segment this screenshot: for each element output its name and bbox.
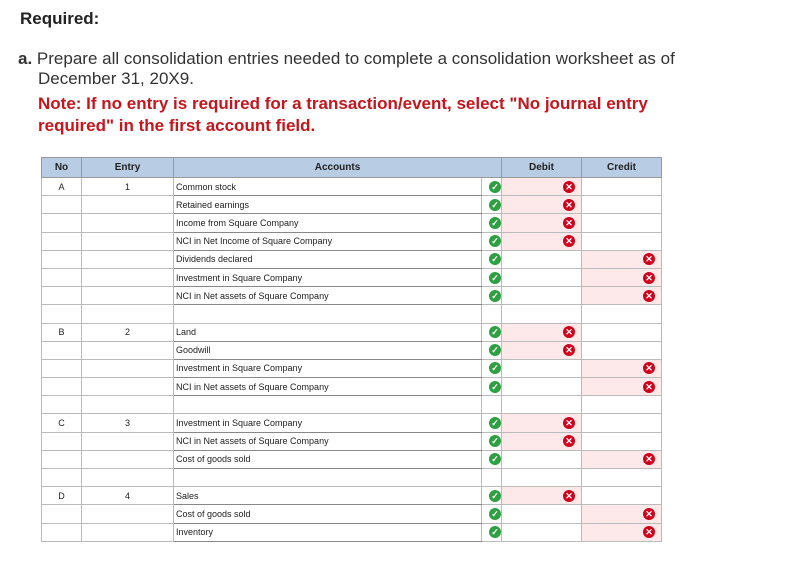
account-status (482, 268, 502, 286)
account-status (482, 323, 502, 341)
credit-input[interactable] (582, 432, 662, 450)
debit-input[interactable] (502, 432, 582, 450)
x-circle-icon: ✕ (563, 217, 575, 229)
table-row (42, 523, 662, 541)
account-status (482, 396, 502, 414)
account-select[interactable] (174, 469, 482, 487)
cell-entry (82, 432, 174, 450)
credit-input[interactable] (582, 523, 662, 541)
account-status (482, 523, 502, 541)
account-select[interactable] (174, 396, 482, 414)
check-circle-icon: ✓ (489, 290, 501, 302)
cell-no: B (42, 323, 82, 341)
credit-input[interactable] (582, 178, 662, 196)
cell-entry: 4 (82, 487, 174, 505)
check-circle-icon: ✓ (489, 362, 501, 374)
cell-entry (82, 214, 174, 232)
x-circle-icon: ✕ (643, 290, 655, 302)
note-text (38, 93, 758, 137)
cell-entry (82, 305, 174, 323)
question-text (18, 49, 778, 89)
cell-no (42, 469, 82, 487)
x-circle-icon: ✕ (643, 526, 655, 538)
account-select[interactable]: Sales (174, 487, 482, 505)
credit-input[interactable] (582, 250, 662, 268)
header-accounts: Accounts (174, 158, 502, 178)
debit-input[interactable] (502, 523, 582, 541)
credit-input[interactable] (582, 505, 662, 523)
table-row (42, 250, 662, 268)
credit-input[interactable] (582, 469, 662, 487)
credit-input[interactable] (582, 359, 662, 377)
table-row (42, 305, 662, 323)
account-status (482, 341, 502, 359)
credit-input[interactable] (582, 287, 662, 305)
cell-no (42, 450, 82, 468)
debit-input[interactable] (502, 341, 582, 359)
account-status (482, 287, 502, 305)
account-select[interactable]: NCI in Net Income of Square Company (174, 232, 482, 250)
credit-input[interactable] (582, 305, 662, 323)
check-circle-icon: ✓ (489, 526, 501, 538)
credit-input[interactable] (582, 214, 662, 232)
x-circle-icon: ✕ (563, 199, 575, 211)
journal-entry-table (41, 157, 662, 542)
check-circle-icon: ✓ (489, 272, 501, 284)
account-select[interactable]: Income from Square Company (174, 214, 482, 232)
x-circle-icon: ✕ (563, 326, 575, 338)
account-status (482, 359, 502, 377)
table-row (42, 432, 662, 450)
cell-no (42, 523, 82, 541)
account-status (482, 305, 502, 323)
table-row (42, 214, 662, 232)
account-status (482, 214, 502, 232)
account-select[interactable]: Investment in Square Company (174, 359, 482, 377)
header-entry: Entry (82, 158, 174, 178)
account-select[interactable]: Investment in Square Company (174, 268, 482, 286)
question-line2: December 31, 20X9. (38, 69, 194, 88)
debit-input[interactable] (502, 450, 582, 468)
table-header-row (42, 158, 662, 178)
credit-input[interactable] (582, 323, 662, 341)
cell-entry: 3 (82, 414, 174, 432)
debit-input[interactable] (502, 250, 582, 268)
table-row (42, 359, 662, 377)
cell-entry (82, 341, 174, 359)
header-no: No (42, 158, 82, 178)
cell-no (42, 432, 82, 450)
header-debit: Debit (502, 158, 582, 178)
table-row (42, 396, 662, 414)
cell-entry: 1 (82, 178, 174, 196)
credit-input[interactable] (582, 196, 662, 214)
debit-input[interactable] (502, 487, 582, 505)
x-circle-icon: ✕ (563, 344, 575, 356)
check-circle-icon: ✓ (489, 181, 501, 193)
check-circle-icon: ✓ (489, 417, 501, 429)
account-select[interactable]: Retained earnings (174, 196, 482, 214)
credit-input[interactable] (582, 268, 662, 286)
check-circle-icon: ✓ (489, 490, 501, 502)
account-status (482, 250, 502, 268)
credit-input[interactable] (582, 378, 662, 396)
account-status (482, 414, 502, 432)
account-status (482, 196, 502, 214)
debit-input[interactable] (502, 469, 582, 487)
debit-input[interactable] (502, 196, 582, 214)
table-row (42, 378, 662, 396)
x-circle-icon: ✕ (643, 272, 655, 284)
account-select[interactable]: NCI in Net assets of Square Company (174, 432, 482, 450)
debit-input[interactable] (502, 305, 582, 323)
debit-input[interactable] (502, 232, 582, 250)
check-circle-icon: ✓ (489, 381, 501, 393)
cell-no: D (42, 487, 82, 505)
note-line1: Note: If no entry is required for a transaction/event, select "No journal entry (38, 94, 648, 113)
account-select[interactable]: Cost of goods sold (174, 505, 482, 523)
account-select[interactable]: Investment in Square Company (174, 414, 482, 432)
cell-entry (82, 505, 174, 523)
check-circle-icon: ✓ (489, 235, 501, 247)
cell-entry: 2 (82, 323, 174, 341)
table-row (42, 196, 662, 214)
cell-no (42, 287, 82, 305)
cell-entry (82, 523, 174, 541)
x-circle-icon: ✕ (563, 417, 575, 429)
cell-entry (82, 378, 174, 396)
account-select[interactable]: Common stock (174, 178, 482, 196)
account-select[interactable]: Inventory (174, 523, 482, 541)
cell-entry (82, 196, 174, 214)
x-circle-icon: ✕ (643, 362, 655, 374)
debit-input[interactable] (502, 359, 582, 377)
account-select[interactable]: NCI in Net assets of Square Company (174, 287, 482, 305)
account-status (482, 178, 502, 196)
cell-no (42, 232, 82, 250)
credit-input[interactable] (582, 487, 662, 505)
cell-no (42, 196, 82, 214)
cell-no: C (42, 414, 82, 432)
header-credit: Credit (582, 158, 662, 178)
cell-no: A (42, 178, 82, 196)
table-row (42, 232, 662, 250)
credit-input[interactable] (582, 396, 662, 414)
account-status (482, 232, 502, 250)
cell-no (42, 505, 82, 523)
account-select[interactable]: Land (174, 323, 482, 341)
x-circle-icon: ✕ (563, 235, 575, 247)
debit-input[interactable] (502, 378, 582, 396)
cell-no (42, 341, 82, 359)
cell-no (42, 305, 82, 323)
note-line2: required" in the first account field. (38, 116, 316, 135)
check-circle-icon: ✓ (489, 508, 501, 520)
check-circle-icon: ✓ (489, 435, 501, 447)
question-letter: a. (18, 49, 33, 68)
table-row (42, 414, 662, 432)
cell-entry (82, 469, 174, 487)
table-row (42, 487, 662, 505)
cell-entry (82, 250, 174, 268)
cell-entry (82, 232, 174, 250)
x-circle-icon: ✕ (563, 490, 575, 502)
account-status (482, 378, 502, 396)
account-status (482, 450, 502, 468)
account-status (482, 505, 502, 523)
debit-input[interactable] (502, 268, 582, 286)
account-select[interactable]: Dividends declared (174, 250, 482, 268)
table-row (42, 341, 662, 359)
cell-no (42, 396, 82, 414)
x-circle-icon: ✕ (643, 508, 655, 520)
debit-input[interactable] (502, 505, 582, 523)
check-circle-icon: ✓ (489, 217, 501, 229)
x-circle-icon: ✕ (643, 453, 655, 465)
x-circle-icon: ✕ (563, 181, 575, 193)
table-row (42, 505, 662, 523)
cell-entry (82, 268, 174, 286)
cell-no (42, 378, 82, 396)
cell-no (42, 268, 82, 286)
debit-input[interactable] (502, 414, 582, 432)
account-status (482, 487, 502, 505)
cell-no (42, 250, 82, 268)
account-status (482, 432, 502, 450)
cell-entry (82, 396, 174, 414)
debit-input[interactable] (502, 396, 582, 414)
table-row (42, 450, 662, 468)
credit-input[interactable] (582, 341, 662, 359)
x-circle-icon: ✕ (643, 381, 655, 393)
account-select[interactable]: Cost of goods sold (174, 450, 482, 468)
cell-entry (82, 287, 174, 305)
table-row (42, 287, 662, 305)
credit-input[interactable] (582, 232, 662, 250)
debit-input[interactable] (502, 178, 582, 196)
table-row (42, 178, 662, 196)
question-line1: Prepare all consolidation entries needed to complete a consolidation worksheet as of (36, 49, 675, 68)
cell-no (42, 359, 82, 377)
cell-entry (82, 450, 174, 468)
table-row (42, 268, 662, 286)
account-select[interactable]: NCI in Net assets of Square Company (174, 378, 482, 396)
cell-entry (82, 359, 174, 377)
account-select[interactable]: Goodwill (174, 341, 482, 359)
required-heading: Required: (20, 9, 100, 28)
check-circle-icon: ✓ (489, 326, 501, 338)
credit-input[interactable] (582, 450, 662, 468)
debit-input[interactable] (502, 287, 582, 305)
cell-no (42, 214, 82, 232)
table-row (42, 469, 662, 487)
credit-input[interactable] (582, 414, 662, 432)
account-select[interactable] (174, 305, 482, 323)
debit-input[interactable] (502, 214, 582, 232)
account-status (482, 469, 502, 487)
check-circle-icon: ✓ (489, 453, 501, 465)
x-circle-icon: ✕ (563, 435, 575, 447)
debit-input[interactable] (502, 323, 582, 341)
x-circle-icon: ✕ (643, 253, 655, 265)
check-circle-icon: ✓ (489, 253, 501, 265)
check-circle-icon: ✓ (489, 344, 501, 356)
check-circle-icon: ✓ (489, 199, 501, 211)
table-row (42, 323, 662, 341)
